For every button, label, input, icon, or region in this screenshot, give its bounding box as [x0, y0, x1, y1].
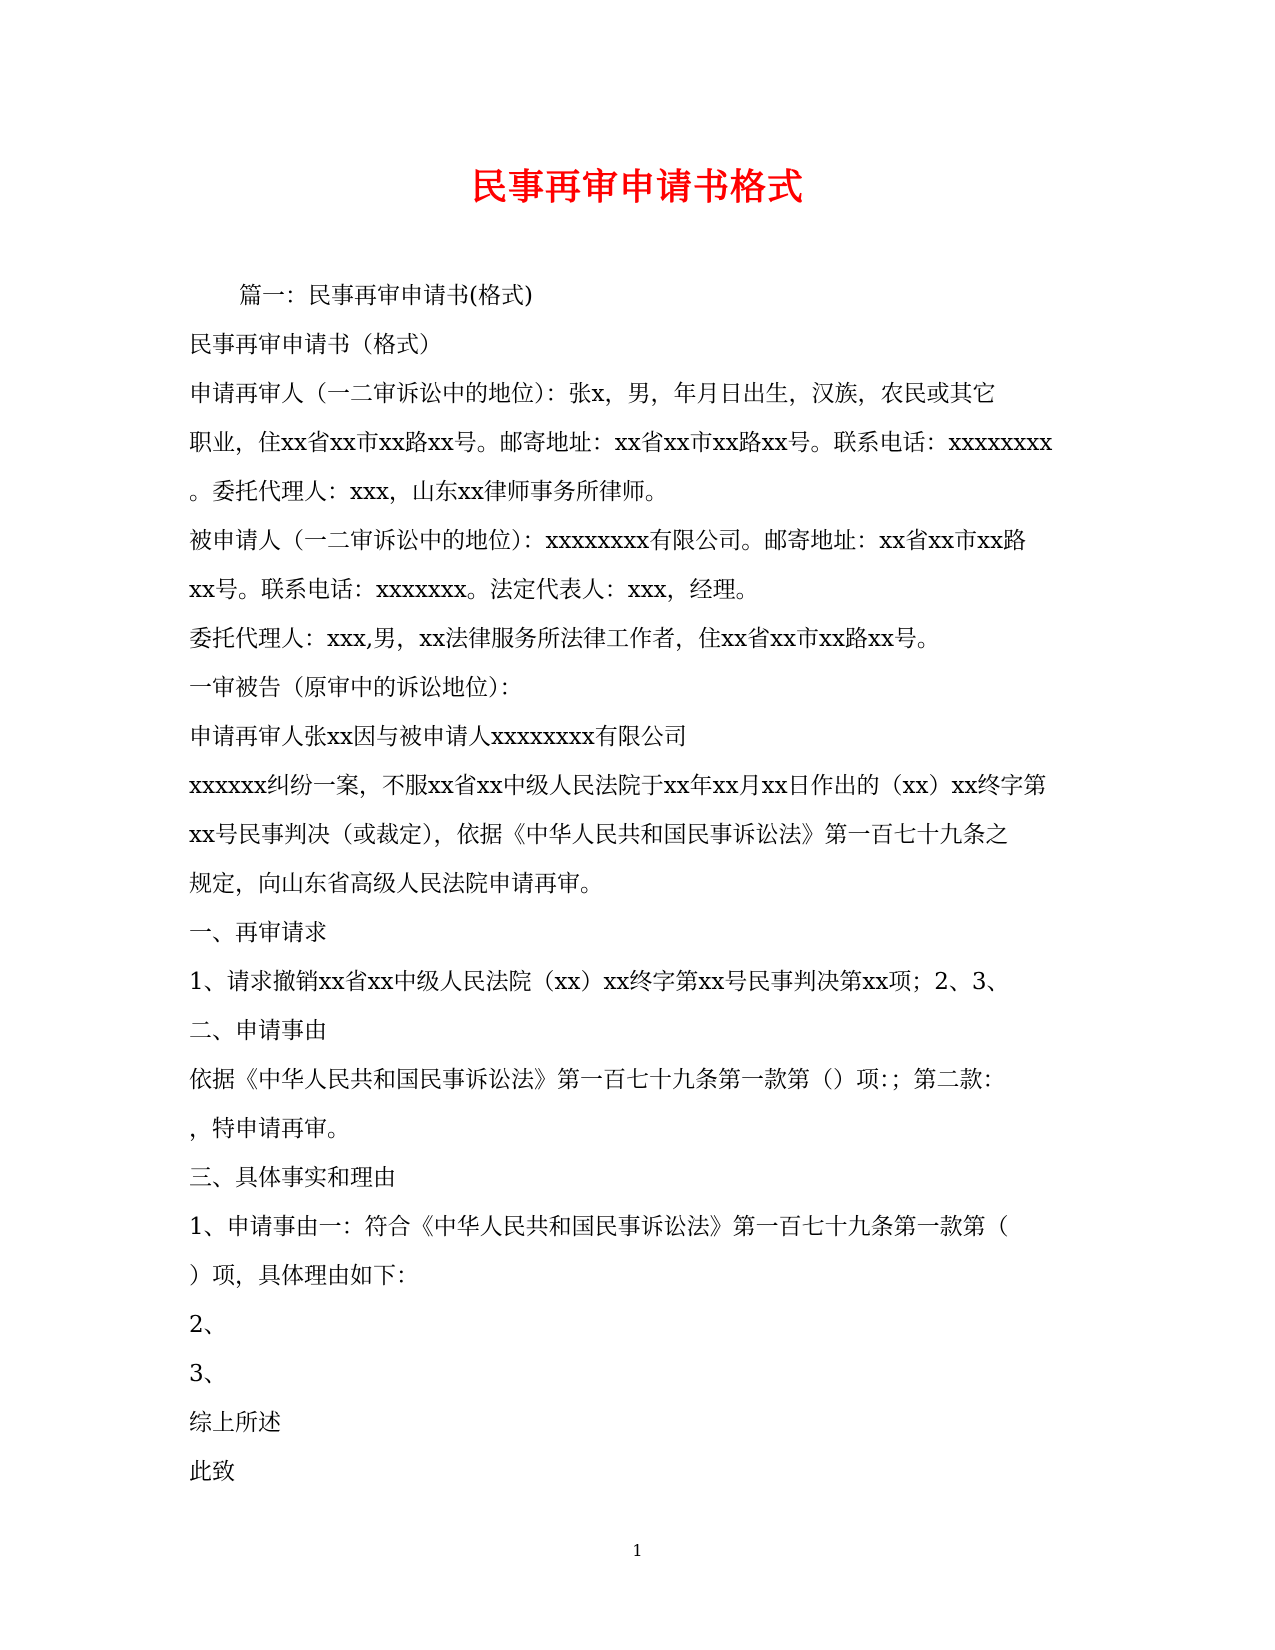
document-body — [189, 272, 1089, 1497]
paragraph-line: 规定，向山东省高级人民法院申请再审。 — [189, 871, 603, 897]
section-heading: 三、具体事实和理由 — [189, 1165, 396, 1191]
paragraph-line: 依据《中华人民共和国民事诉讼法》第一百七十九条第一款第（）项：；第二款： — [189, 1067, 1006, 1093]
document-title: 民事再审申请书格式 — [470, 166, 804, 208]
paragraph-line: 篇一：民事再审申请书(格式) — [239, 283, 533, 309]
section-heading: 二、申请事由 — [189, 1018, 327, 1044]
paragraph-line: ）项，具体理由如下： — [189, 1263, 419, 1289]
paragraph-line: ，特申请再审。 — [189, 1116, 350, 1142]
paragraph-line: 被申请人（一二审诉讼中的地位）：xxxxxxxx有限公司。邮寄地址：xx省xx市xx路 — [189, 528, 1027, 554]
section-heading: 一、再审请求 — [189, 920, 327, 946]
paragraph-line: 3、 — [189, 1361, 227, 1387]
paragraph-line: 1、申请事由一：符合《中华人民共和国民事诉讼法》第一百七十九条第一款第（ — [189, 1214, 1009, 1240]
paragraph-line: xx号民事判决（或裁定），依据《中华人民共和国民事诉讼法》第一百七十九条之 — [189, 822, 1009, 848]
paragraph-line: 职业，住xx省xx市xx路xx号。邮寄地址：xx省xx市xx路xx号。联系电话：xxxxxxxx — [189, 430, 1053, 456]
paragraph-line: xx号。联系电话：xxxxxxx。法定代表人：xxx，经理。 — [189, 577, 759, 603]
paragraph-line: 申请再审人张xx因与被申请人xxxxxxxx有限公司 — [189, 724, 687, 750]
paragraph-line: 综上所述 — [189, 1410, 281, 1436]
paragraph-line: 民事再审申请书（格式） — [189, 332, 442, 358]
paragraph-line: 2、 — [189, 1312, 227, 1338]
paragraph-line: 一审被告（原审中的诉讼地位）： — [189, 675, 523, 701]
paragraph-line: 申请再审人（一二审诉讼中的地位）：张x，男，年月日出生，汉族，农民或其它 — [189, 381, 996, 407]
paragraph-line: 。委托代理人：xxx，山东xx律师事务所律师。 — [189, 479, 668, 505]
paragraph-line: 委托代理人：xxx,男，xx法律服务所法律工作者，住xx省xx市xx路xx号。 — [189, 626, 940, 652]
paragraph-line: 此致 — [189, 1459, 235, 1485]
page-number: 1 — [632, 1541, 643, 1560]
paragraph-line: 1、请求撤销xx省xx中级人民法院（xx）xx终字第xx号民事判决第xx项；2、3、 — [189, 969, 1010, 995]
paragraph-line: xxxxxx纠纷一案，不服xx省xx中级人民法院于xx年xx月xx日作出的（xx）xx终字第 — [189, 773, 1047, 799]
